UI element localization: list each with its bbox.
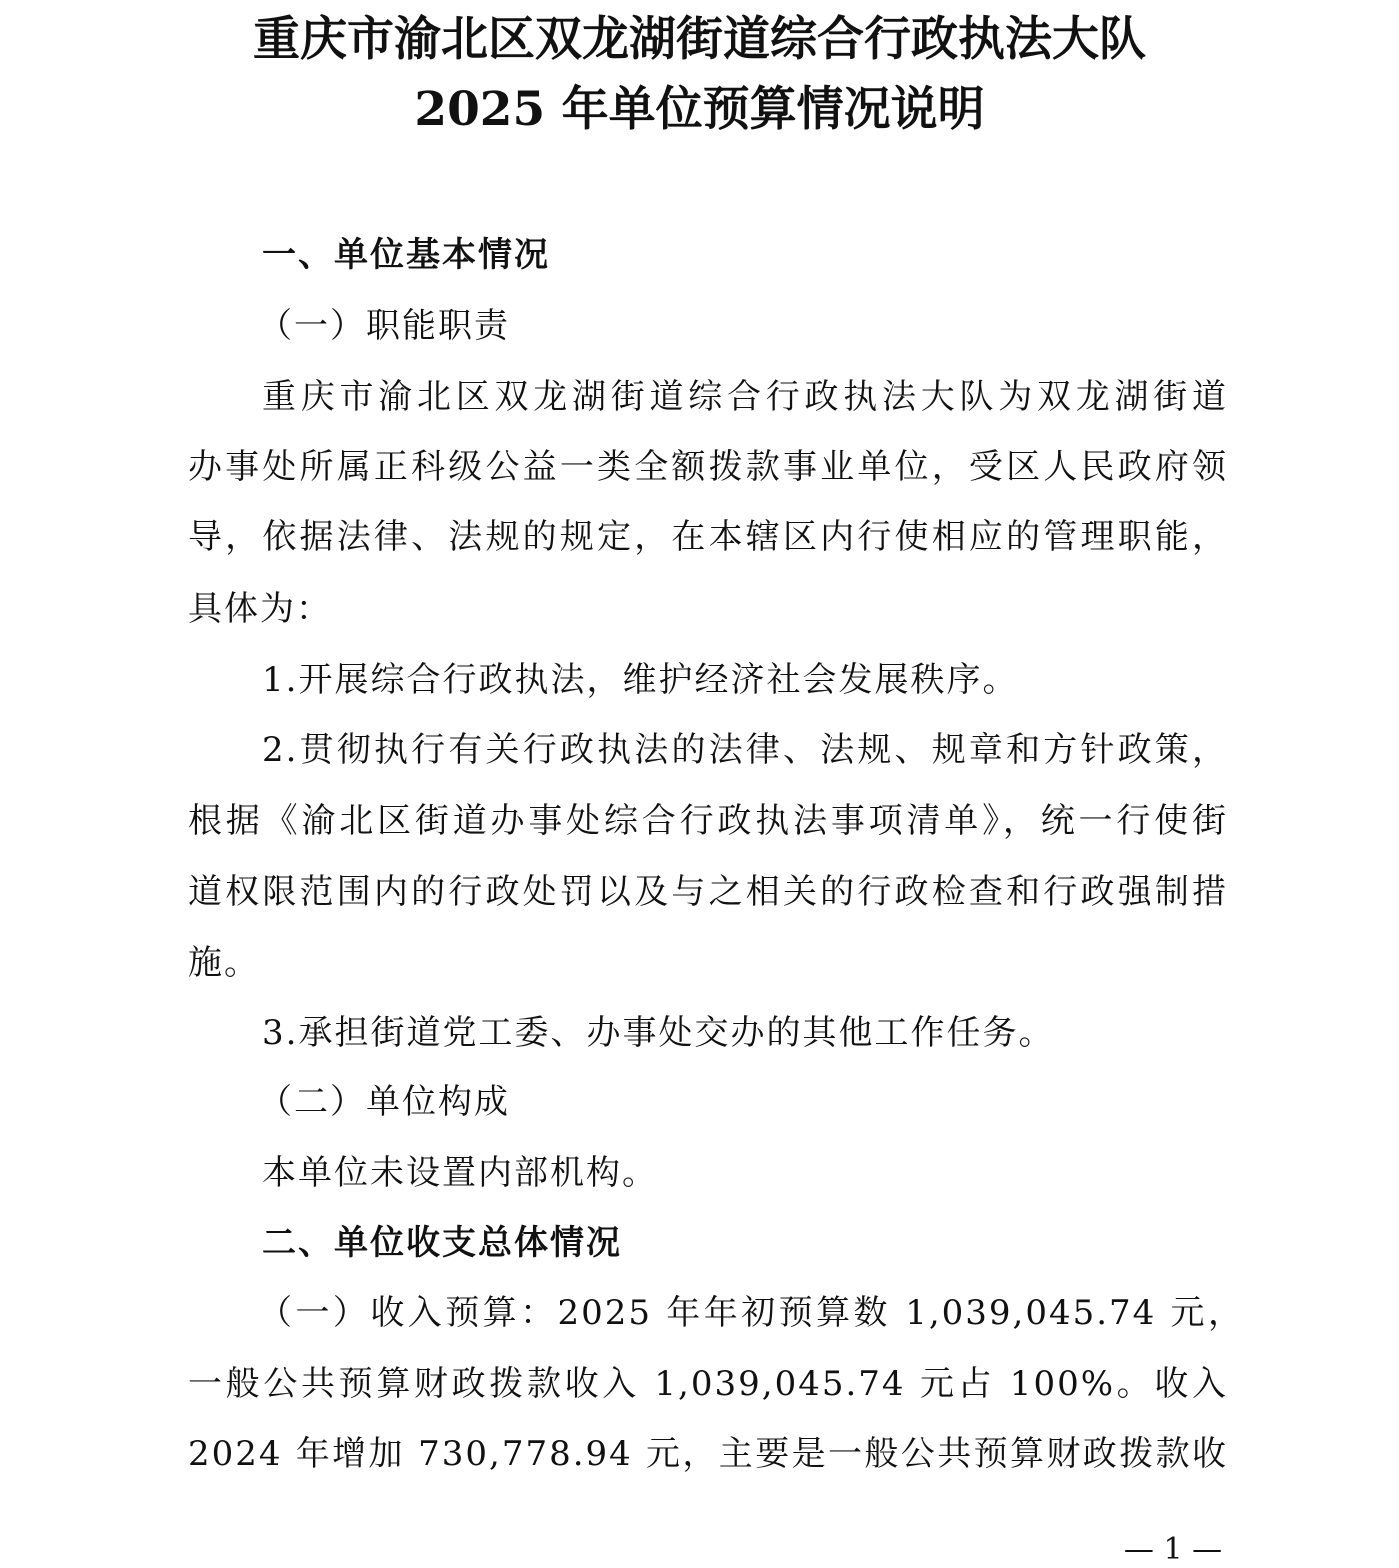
list-item-3: 3.承担街道党工委、办事处交办的其他工作任务。 <box>262 1013 1055 1053</box>
income-paragraph-line-3: 2024 年增加 730,778.94 元，主要是一般公共预算财政拨款收 <box>188 1434 1228 1474</box>
list-item-2-line-2: 根据《渝北区街道办事处综合行政执法事项清单》，统一行使街 <box>188 801 1228 841</box>
list-item-2-line-3: 道权限范围内的行政处罚以及与之相关的行政检查和行政强制措 <box>188 872 1228 912</box>
subsection-1-heading: （一）职能职责 <box>258 306 510 346</box>
paragraph-2: 本单位未设置内部机构。 <box>262 1153 658 1193</box>
list-item-2-line-4: 施。 <box>188 943 260 983</box>
document-title-line-1: 重庆市渝北区双龙湖街道综合行政执法大队 <box>253 12 1146 67</box>
income-paragraph-line-1: （一）收入预算：2025 年年初预算数 1,039,045.74 元， <box>258 1293 1244 1333</box>
page-number: — 1 — <box>1123 1532 1223 1567</box>
document-title-line-2: 2025 年单位预算情况说明 <box>414 82 985 137</box>
list-item-1: 1.开展综合行政执法，维护经济社会发展秩序。 <box>262 660 1019 700</box>
section-2-heading: 二、单位收支总体情况 <box>262 1223 622 1263</box>
paragraph-1-line-2: 办事处所属正科级公益一类全额拨款事业单位，受区人民政府领 <box>188 447 1228 487</box>
section-1-heading: 一、单位基本情况 <box>262 235 550 275</box>
paragraph-1-line-3: 导，依据法律、法规的规定，在本辖区内行使相应的管理职能， <box>188 517 1228 557</box>
paragraph-1-line-1: 重庆市渝北区双龙湖街道综合行政执法大队为双龙湖街道 <box>262 377 1228 417</box>
subsection-2-heading: （二）单位构成 <box>258 1082 510 1122</box>
income-paragraph-line-2: 一般公共预算财政拨款收入 1,039,045.74 元占 100%。收入 <box>188 1364 1228 1404</box>
list-item-2-line-1: 2.贯彻执行有关行政执法的法律、法规、规章和方针政策， <box>262 730 1228 770</box>
paragraph-1-line-4: 具体为： <box>188 589 332 629</box>
